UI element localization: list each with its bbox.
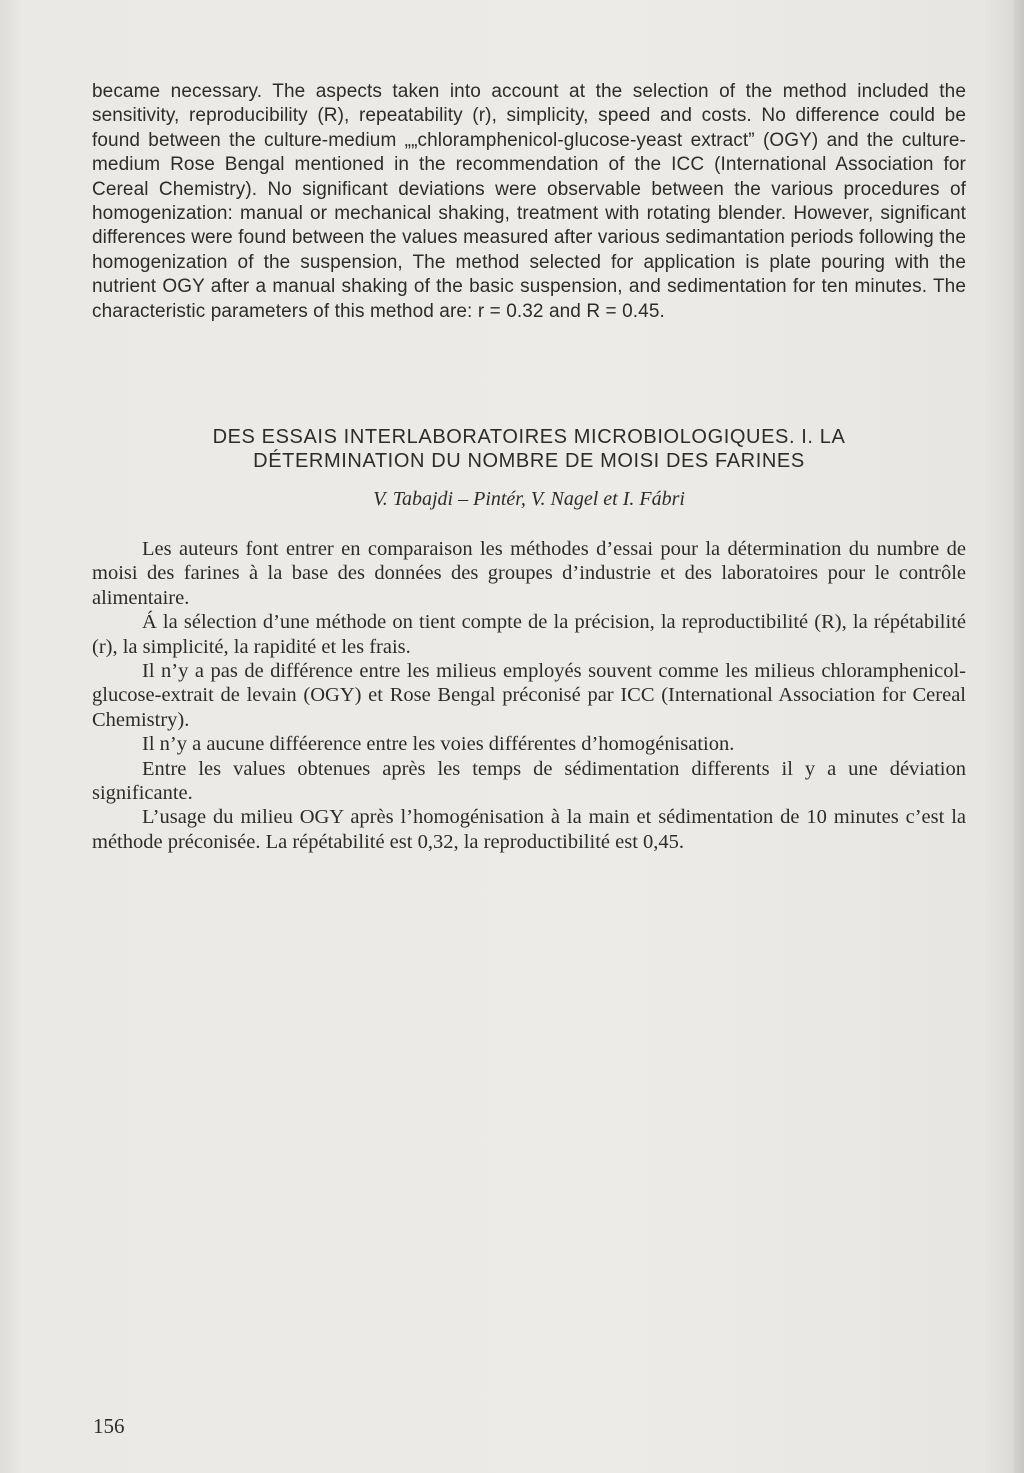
french-paragraph-2: Á la sélection d’une méthode on tient compte de la précision, la reproductibilité (R), la répétabilité (r), la simplicité, la rapidité et les frais. bbox=[92, 611, 966, 658]
page-number: 156 bbox=[93, 1414, 125, 1438]
french-paragraph-6: L’usage du milieu OGY après l’homogénisation à la main et sédimentation de 10 minutes c’est la méthode préconisée. La répétabilité est 0,32, la reproductibilité est 0,45. bbox=[92, 806, 966, 853]
french-paragraph-1: Les auteurs font entrer en comparaison les méthodes d’essai pour la détermination du numbre de moisi des farines à la base des données des groupes d’industrie et des laboratoires pour le contrôle alimentaire. bbox=[92, 538, 966, 609]
title-line-1: DES ESSAIS INTERLABORATOIRES MICROBIOLOGIQUES. I. LA bbox=[212, 426, 846, 448]
english-summary-paragraph: became necessary. The aspects taken into account at the selection of the method included the sensitivity, reproducibility (R), repeatability (r), simplicity, speed and costs. No difference could be found between the culture-medium „„chloramphenicol-glucose-yeast extract” (OGY) and the culture-medium Rose Bengal mentioned in the recommendation of the ICC (International Association for Cereal Chemistry). No significant deviations were observable between the various procedures of homogenization: manual or mechanical shaking, treatment with rotating blender. However, significant differences were found between the values measured after various sedimantation periods following the homogenization of the suspension, The method selected for application is plate pouring with the nutrient OGY after a manual shaking of the basic suspension, and sedimentation for ten minutes. The characteristic parameters of this method are: r = 0.32 and R = 0.45. bbox=[92, 81, 966, 322]
french-paragraph-5: Entre les values obtenues après les temps de sédimentation differents il y a une déviation significante. bbox=[92, 757, 966, 805]
french-paragraph-3: Il n’y a pas de différence entre les milieus employés souvent comme les milieus chloramphenicol-glucose-extrait de levain (OGY) et Rose Bengal préconisé par ICC (International Association for Cereal Chemistry). bbox=[92, 660, 966, 731]
title-line-2: DÉTERMINATION DU NOMBRE DE MOISI DES FARINES bbox=[253, 450, 805, 472]
english-summary bbox=[92, 80, 966, 324]
page-edge-shadow bbox=[1014, 0, 1024, 1473]
french-section-title bbox=[92, 425, 966, 473]
authors-line: V. Tabajdi – Pintér, V. Nagel et I. Fábri bbox=[373, 488, 685, 510]
french-summary bbox=[92, 537, 966, 854]
french-paragraph-4: Il n’y a aucune difféerence entre les voies différentes d’homogénisation. bbox=[142, 733, 735, 756]
